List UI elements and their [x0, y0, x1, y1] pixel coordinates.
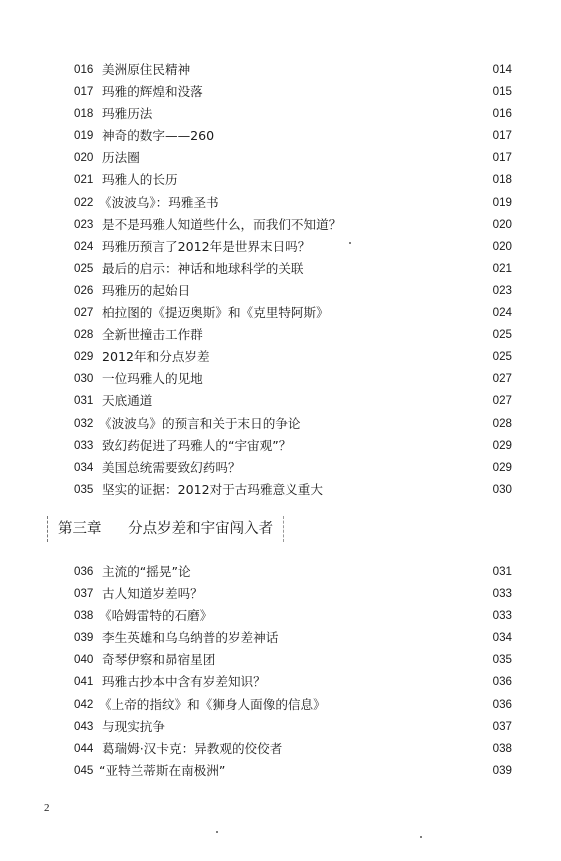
- toc-list-bottom: [74, 561, 512, 782]
- entry-page-number: 031: [492, 565, 512, 578]
- entry-page-number: 033: [492, 587, 512, 601]
- entry-number: 017: [74, 85, 94, 99]
- toc-entry: [74, 169, 512, 191]
- toc-entry: [74, 258, 512, 280]
- entry-number: 027: [74, 306, 94, 320]
- entry-page-number: 018: [492, 173, 512, 187]
- chapter-heading: [47, 516, 284, 542]
- toc-entry: [74, 716, 512, 738]
- toc-list-top: [74, 59, 512, 501]
- toc-entry: [74, 479, 512, 501]
- toc-entry: [74, 760, 512, 782]
- entry-number: 025: [74, 261, 94, 275]
- entry-page-number: 021: [492, 261, 512, 275]
- entry-number: 043: [74, 719, 94, 733]
- entry-number: 018: [74, 107, 94, 121]
- entry-title: 玛雅人的长历: [102, 172, 178, 188]
- toc-entry: [74, 302, 512, 324]
- entry-page-number: 025: [492, 350, 512, 364]
- entry-page-number: 019: [492, 195, 512, 209]
- toc-entry: [74, 435, 512, 457]
- toc-entry: [74, 368, 512, 390]
- toc-entry: [74, 457, 512, 479]
- entry-title: 一位玛雅人的见地: [102, 371, 203, 387]
- toc-entry: [74, 671, 512, 693]
- entry-title: 玛雅历法: [102, 106, 153, 122]
- entry-number: 016: [74, 63, 94, 76]
- entry-number: 029: [74, 350, 94, 364]
- scan-speck: [216, 831, 218, 833]
- entry-title: 是不是玛雅人知道些什么，而我们不知道？: [102, 216, 342, 232]
- entry-number: 044: [74, 741, 94, 755]
- entry-page-number: 039: [492, 763, 512, 777]
- entry-title: “亚特兰蒂斯在南极洲”: [99, 762, 226, 778]
- entry-title: 《波波乌》的预言和关于末日的争论: [99, 415, 301, 431]
- entry-number: 030: [74, 372, 94, 386]
- toc-entry: [74, 236, 512, 258]
- entry-title: 玛雅历预言了2012年是世界末日吗？: [102, 238, 311, 254]
- entry-number: 020: [74, 151, 94, 165]
- entry-number: 041: [74, 675, 94, 689]
- toc-entry: [74, 694, 512, 716]
- entry-number: 021: [74, 173, 94, 187]
- entry-page-number: 015: [492, 85, 512, 99]
- toc-entry: [74, 280, 512, 302]
- entry-page-number: 036: [492, 675, 512, 689]
- toc-entry: [74, 583, 512, 605]
- entry-title: 葛瑞姆·汉卡克：异教观的佼佼者: [102, 740, 283, 756]
- entry-page-number: 025: [492, 328, 512, 342]
- entry-page-number: 027: [492, 394, 512, 408]
- entry-title: 《上帝的指纹》和《狮身人面像的信息》: [99, 696, 326, 712]
- entry-number: 042: [74, 697, 94, 711]
- entry-number: 039: [74, 631, 94, 645]
- entry-page-number: 028: [492, 416, 512, 430]
- entry-title: 玛雅历的起始日: [102, 282, 191, 298]
- toc-entry: [74, 627, 512, 649]
- entry-title: 主流的“摇晃”论: [102, 564, 191, 579]
- toc-entry: [74, 192, 512, 214]
- entry-title: 神奇的数字——260: [102, 128, 215, 144]
- chapter-label: 第三章: [58, 521, 102, 537]
- entry-title: 最后的启示：神话和地球科学的关联: [102, 260, 304, 276]
- entry-number: 028: [74, 328, 94, 342]
- entry-number: 024: [74, 239, 94, 253]
- entry-page-number: 017: [492, 129, 512, 143]
- entry-number: 019: [74, 129, 94, 143]
- toc-entry: [74, 103, 512, 125]
- entry-page-number: 029: [492, 460, 512, 474]
- entry-title: 全新世撞击工作群: [102, 327, 203, 343]
- entry-number: 032: [74, 416, 94, 430]
- toc-entry: [74, 346, 512, 368]
- toc-entry: [74, 324, 512, 346]
- entry-number: 045: [74, 763, 94, 777]
- entry-title: 李生英雄和乌乌纳普的岁差神话: [102, 630, 279, 646]
- entry-title: 美国总统需要致幻药吗？: [102, 459, 241, 475]
- entry-title: 天底通道: [102, 393, 153, 409]
- entry-page-number: 029: [492, 438, 512, 452]
- toc-entry: [74, 413, 512, 435]
- entry-title: 古人知道岁差吗？: [102, 586, 203, 602]
- entry-page-number: 035: [492, 653, 512, 667]
- entry-title: 坚实的证据：2012对于古玛雅意义重大: [102, 481, 323, 497]
- entry-page-number: 014: [492, 63, 512, 76]
- entry-title: 历法圈: [102, 150, 140, 166]
- entry-title: 玛雅古抄本中含有岁差知识？: [102, 674, 266, 690]
- chapter-title: 分点岁差和宇宙闯入者: [128, 521, 274, 537]
- entry-page-number: 016: [492, 107, 512, 121]
- entry-title: 玛雅的辉煌和没落: [102, 84, 203, 100]
- entry-title: 奇琴伊察和昴宿星团: [102, 652, 216, 668]
- toc-entry: [74, 738, 512, 760]
- scan-speck: [349, 242, 351, 244]
- entry-page-number: 030: [492, 482, 512, 496]
- entry-number: 034: [74, 460, 94, 474]
- entry-number: 031: [74, 394, 94, 408]
- entry-page-number: 020: [492, 217, 512, 231]
- entry-page-number: 037: [492, 719, 512, 733]
- entry-number: 023: [74, 217, 94, 231]
- entry-number: 035: [74, 482, 94, 496]
- entry-page-number: 034: [492, 631, 512, 645]
- entry-number: 022: [74, 195, 94, 209]
- entry-page-number: 027: [492, 372, 512, 386]
- toc-entry: [74, 59, 512, 81]
- entry-page-number: 033: [492, 609, 512, 623]
- toc-entry: [74, 605, 512, 627]
- entry-number: 040: [74, 653, 94, 667]
- entry-title: 《波波乌》：玛雅圣书: [99, 194, 219, 210]
- entry-title: 致幻药促进了玛雅人的“宇宙观”？: [102, 437, 292, 453]
- page-number: 2: [44, 802, 50, 814]
- entry-number: 033: [74, 438, 94, 452]
- entry-title: 《哈姆雷特的石磨》: [99, 608, 213, 624]
- toc-entry: [74, 214, 512, 236]
- entry-page-number: 036: [492, 697, 512, 711]
- entry-page-number: 038: [492, 741, 512, 755]
- entry-title: 与现实抗争: [102, 718, 165, 734]
- entry-number: 038: [74, 609, 94, 623]
- entry-page-number: 017: [492, 151, 512, 165]
- entry-page-number: 020: [492, 239, 512, 253]
- entry-number: 037: [74, 587, 94, 601]
- entry-page-number: 024: [492, 306, 512, 320]
- entry-number: 026: [74, 283, 94, 297]
- entry-page-number: 023: [492, 283, 512, 297]
- toc-entry: [74, 390, 512, 412]
- toc-entry: [74, 649, 512, 671]
- entry-title: 美洲原住民精神: [102, 62, 191, 77]
- scan-speck: [420, 836, 422, 838]
- toc-entry: [74, 561, 512, 583]
- entry-title: 柏拉图的《提迈奥斯》和《克里特阿斯》: [102, 305, 329, 321]
- toc-entry: [74, 125, 512, 147]
- toc-entry: [74, 147, 512, 169]
- toc-entry: [74, 81, 512, 103]
- entry-number: 036: [74, 565, 94, 578]
- entry-title: 2012年和分点岁差: [102, 349, 210, 365]
